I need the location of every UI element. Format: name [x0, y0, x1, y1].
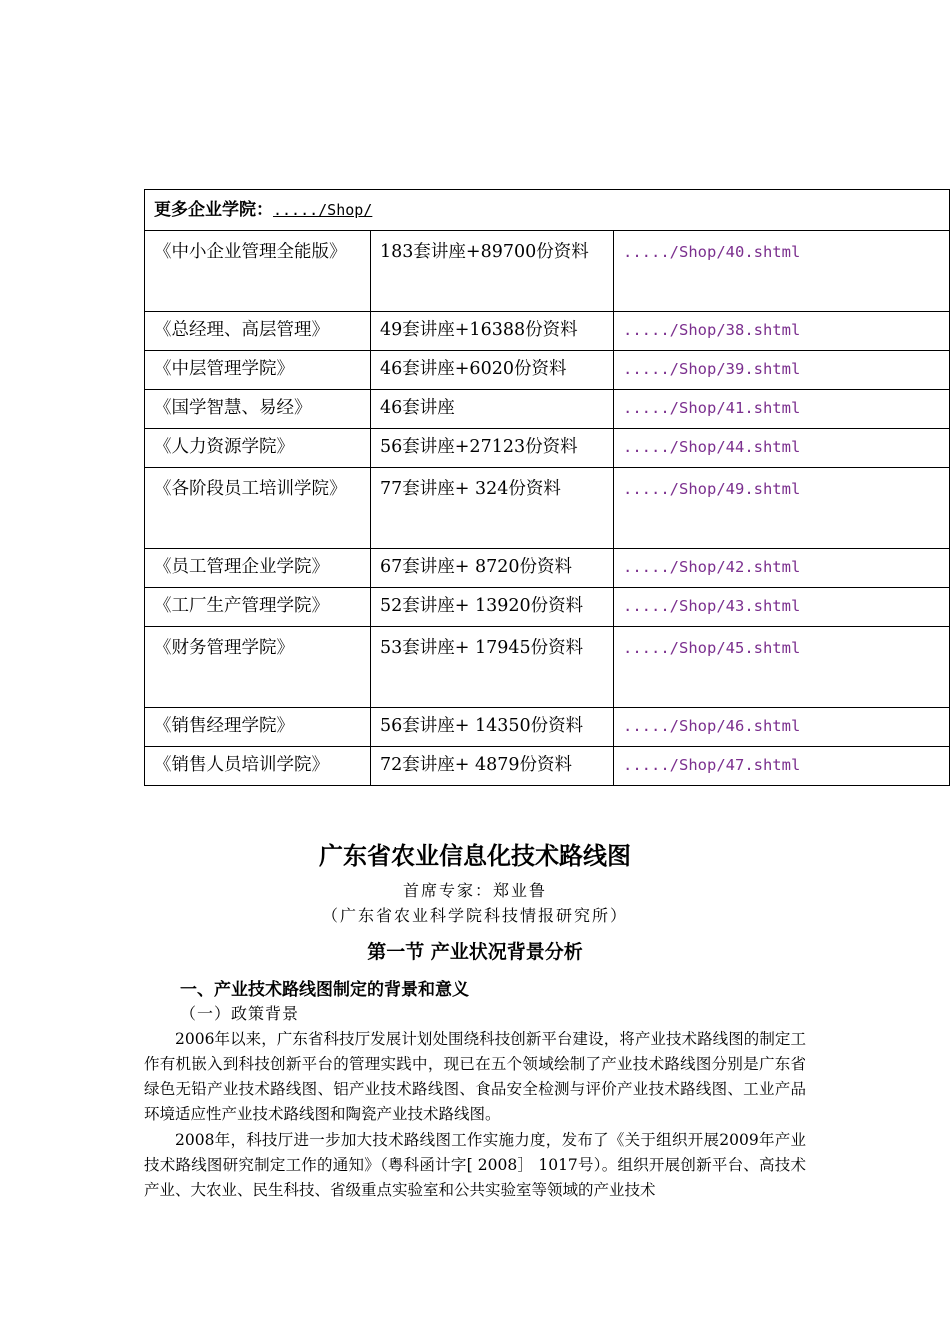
course-desc: 46套讲座+6020份资料: [371, 351, 614, 390]
course-link[interactable]: ...../Shop/41.shtml: [614, 390, 950, 429]
table-row: [145, 747, 950, 786]
table-row: [145, 468, 950, 549]
course-link[interactable]: ...../Shop/44.shtml: [614, 429, 950, 468]
course-link[interactable]: ...../Shop/49.shtml: [614, 468, 950, 549]
course-desc: 53套讲座+ 17945份资料: [371, 627, 614, 708]
course-name: 《销售人员培训学院》: [145, 747, 371, 786]
institute-name: （广东省农业科学院科技情报研究所）: [321, 906, 628, 925]
course-desc: 56套讲座+27123份资料: [371, 429, 614, 468]
course-desc: 52套讲座+ 13920份资料: [371, 588, 614, 627]
course-desc: 77套讲座+ 324份资料: [371, 468, 614, 549]
table-row: [145, 627, 950, 708]
course-name: 《工厂生产管理学院》: [145, 588, 371, 627]
table-row: [145, 588, 950, 627]
course-name: 《员工管理企业学院》: [145, 549, 371, 588]
table-row: [145, 390, 950, 429]
chief-expert: 首席专家：郑业鲁: [402, 881, 547, 900]
table-row: [145, 549, 950, 588]
course-link[interactable]: ...../Shop/43.shtml: [614, 588, 950, 627]
course-name: 《人力资源学院》: [145, 429, 371, 468]
course-name: 《总经理、高层管理》: [145, 312, 371, 351]
course-name: 《国学智慧、易经》: [145, 390, 371, 429]
course-name: 《销售经理学院》: [145, 708, 371, 747]
course-link[interactable]: ...../Shop/38.shtml: [614, 312, 950, 351]
body-paragraph-1: 2006年以来，广东省科技厅发展计划处围绕科技创新平台建设，将产业技术路线图的制定工作有机嵌入到科技创新平台的管理实践中，现已在五个领域绘制了产业技术路线图分别是广东省绿色无铅产业技术路线图、铝产业技术路线图、食品安全检测与评价产业技术路线图、工业产品环境适应性产业技术路线图和陶瓷产业技术路线图。: [144, 1030, 806, 1123]
course-link[interactable]: ...../Shop/47.shtml: [614, 747, 950, 786]
course-desc: 56套讲座+ 14350份资料: [371, 708, 614, 747]
course-desc: 72套讲座+ 4879份资料: [371, 747, 614, 786]
course-desc: 49套讲座+16388份资料: [371, 312, 614, 351]
sub-subsection-heading: （一）政策背景: [180, 1004, 300, 1023]
shop-links-table: [144, 189, 950, 786]
course-name: 《中小企业管理全能版》: [145, 231, 371, 312]
table-row: [145, 351, 950, 390]
course-name: 《财务管理学院》: [145, 627, 371, 708]
course-link[interactable]: ...../Shop/39.shtml: [614, 351, 950, 390]
section-heading: 第一节 产业状况背景分析: [367, 941, 583, 963]
table-row: [145, 429, 950, 468]
table-header-row: [145, 190, 950, 231]
course-desc: 183套讲座+89700份资料: [371, 231, 614, 312]
table-header-cell: [145, 190, 950, 231]
table-row: [145, 708, 950, 747]
course-link[interactable]: ...../Shop/45.shtml: [614, 627, 950, 708]
course-link[interactable]: ...../Shop/40.shtml: [614, 231, 950, 312]
body-paragraph-2: 2008年，科技厅进一步加大技术路线图工作实施力度，发布了《关于组织开展2009年产业技术路线图研究制定工作的通知》（粤科函计字[ 2008］ 1017号）。组织开展创新平台、高技术产业、大农业、民生科技、省级重点实验室和公共实验室等领域的产业技术: [144, 1131, 806, 1199]
table-row: [145, 231, 950, 312]
course-link[interactable]: ...../Shop/46.shtml: [614, 708, 950, 747]
document-title: 广东省农业信息化技术路线图: [319, 842, 631, 870]
header-label: 更多企业学院：: [154, 200, 273, 220]
header-link[interactable]: ...../Shop/: [273, 201, 373, 219]
subsection-heading: 一、产业技术路线图制定的背景和意义: [180, 980, 469, 1000]
course-desc: 46套讲座: [371, 390, 614, 429]
course-name: 《各阶段员工培训学院》: [145, 468, 371, 549]
course-desc: 67套讲座+ 8720份资料: [371, 549, 614, 588]
course-link[interactable]: ...../Shop/42.shtml: [614, 549, 950, 588]
table-row: [145, 312, 950, 351]
course-name: 《中层管理学院》: [145, 351, 371, 390]
